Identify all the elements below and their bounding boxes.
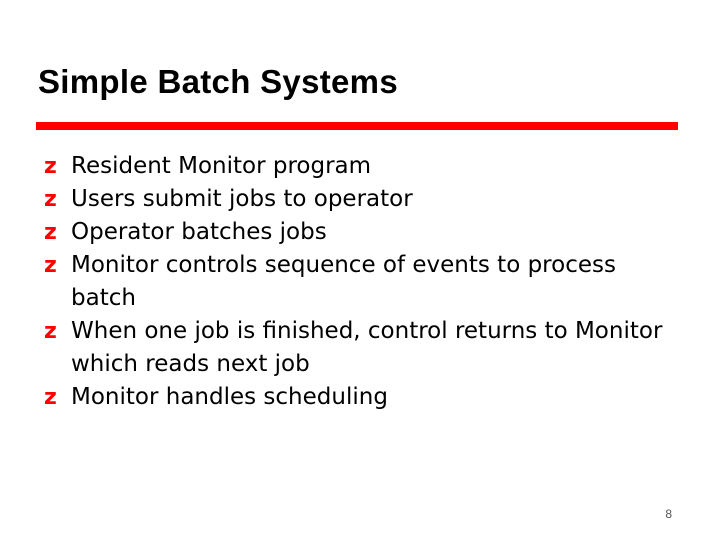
bullet-item	[44, 249, 684, 315]
bullet-text: Monitor controls sequence of events to process batch	[71, 252, 616, 311]
bullet-item	[44, 381, 684, 414]
page-number: 8	[665, 507, 672, 521]
bullet-z-icon: z	[44, 187, 57, 212]
bullet-item	[44, 315, 684, 381]
bullet-text: Monitor handles scheduling	[71, 384, 388, 410]
bullet-text: Users submit jobs to operator	[71, 186, 413, 212]
bullet-z-icon: z	[44, 154, 57, 179]
bullet-text: Resident Monitor program	[71, 153, 372, 179]
bullet-item	[44, 216, 684, 249]
title-underline-rule	[36, 122, 678, 130]
bullet-item	[44, 183, 684, 216]
bullet-z-icon: z	[44, 319, 57, 344]
bullet-item	[44, 150, 684, 183]
bullet-text: Operator batches jobs	[71, 219, 327, 245]
bullet-text: When one job is finished, control returns to Monitor which reads next job	[71, 318, 663, 377]
bullet-list	[44, 150, 684, 414]
slide-title: Simple Batch Systems	[38, 63, 398, 100]
bullet-z-icon: z	[44, 253, 57, 278]
bullet-z-icon: z	[44, 385, 57, 410]
bullet-z-icon: z	[44, 220, 57, 245]
